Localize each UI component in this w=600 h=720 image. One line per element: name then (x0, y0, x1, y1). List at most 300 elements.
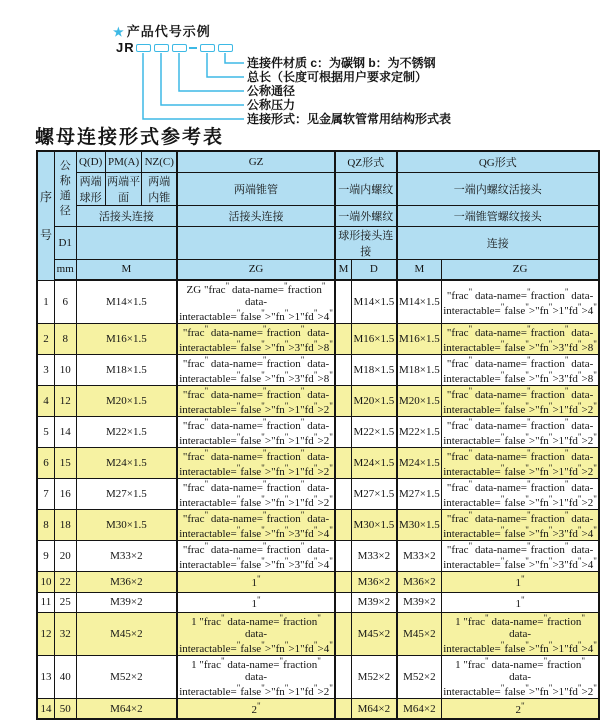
inch-mark: " (313, 556, 318, 566)
cell-seq: 14 (37, 699, 54, 720)
inch-mark: " (262, 541, 267, 551)
cell-dn: 50 (54, 699, 76, 720)
inch-mark: " (225, 281, 230, 291)
inch-mark: " (564, 417, 569, 427)
cell-m: M45×2 (76, 613, 177, 656)
cell-seq: 11 (37, 592, 54, 613)
inch-mark: " (300, 466, 305, 478)
cell-m: M27×1.5 (76, 479, 177, 510)
inch-mark: " (564, 355, 569, 365)
cell-qg-zg: "frac" data-name="fraction" data-interactable="false">"fn">1"fd">4" (442, 280, 599, 324)
inch-mark: " (525, 339, 529, 349)
cell-seq: 10 (37, 572, 54, 593)
inch-mark: " (564, 342, 569, 354)
cell-qz-d: M39×2 (352, 592, 397, 613)
header-form-qz: QZ形式 (335, 151, 397, 172)
inch-mark: " (279, 613, 284, 623)
inch-mark: " (577, 432, 582, 442)
inch-mark: " (593, 683, 597, 693)
header-mm: mm (54, 259, 76, 280)
cell-qz-m (335, 613, 352, 656)
inch-mark: " (446, 358, 452, 370)
diagram-title (113, 21, 211, 40)
inch-mark: " (271, 528, 276, 540)
inch-mark: " (317, 613, 321, 623)
table-row (37, 417, 599, 448)
inch-mark: " (485, 613, 489, 623)
inch-mark: " (284, 463, 289, 473)
inch-mark: " (593, 370, 597, 380)
cell-gz: 1" (177, 572, 335, 593)
inch-mark: " (577, 302, 582, 312)
inch-mark: " (256, 574, 261, 585)
inch-mark: " (521, 574, 525, 585)
inch-mark: " (300, 311, 305, 323)
cell-qg-m: M27×1.5 (397, 479, 442, 510)
inch-mark: " (526, 510, 531, 520)
cell-qz-m (335, 355, 352, 386)
cell-seq: 12 (37, 613, 54, 656)
inch-mark: " (329, 370, 333, 380)
cell-qz-d: M22×1.5 (352, 417, 397, 448)
inch-mark: " (593, 302, 597, 312)
legend-connection: 连接形式：见金属软管常用结构形式表 (247, 112, 452, 126)
inch-mark: " (446, 389, 452, 401)
cell-qz-d: M64×2 (352, 699, 397, 720)
header-form-qg: QG形式 (397, 151, 599, 172)
inch-mark: " (548, 463, 553, 473)
inch-mark: " (256, 594, 261, 605)
table-row (37, 613, 599, 656)
inch-mark: " (204, 417, 209, 427)
cell-qg-m: M64×2 (397, 699, 442, 720)
inch-mark: " (577, 640, 582, 650)
cell-qz-m (335, 541, 352, 572)
inch-mark: " (548, 683, 553, 693)
inch-mark: " (526, 287, 531, 297)
inch-mark: " (329, 401, 333, 411)
cell-seq: 4 (37, 386, 54, 417)
inch-mark: " (236, 683, 241, 693)
cell-qz-m (335, 448, 352, 479)
inch-mark: " (564, 510, 569, 520)
header-q-desc: 两端球形 (76, 172, 105, 205)
inch-mark: " (548, 494, 553, 504)
inch-mark: " (526, 324, 531, 334)
inch-mark: " (521, 701, 525, 711)
inch-mark: " (548, 556, 553, 566)
code-box-4 (200, 44, 215, 52)
inch-mark: " (446, 420, 452, 432)
inch-mark: " (548, 302, 553, 312)
cell-qz-m (335, 479, 352, 510)
inch-mark: " (300, 355, 305, 365)
inch-mark: " (271, 559, 276, 571)
inch-mark: " (284, 556, 289, 566)
inch-mark: " (446, 544, 452, 556)
cell-seq: 8 (37, 510, 54, 541)
table-row (37, 355, 599, 386)
inch-mark: " (261, 556, 265, 566)
inch-mark: " (313, 401, 318, 411)
header-pm-desc: 两端平面 (105, 172, 142, 205)
inch-mark: " (300, 479, 305, 489)
cell-qz-m (335, 510, 352, 541)
inch-mark: " (204, 510, 209, 520)
inch-mark: " (535, 643, 540, 655)
legend-material: 连接件材质 c：为碳钢 b：为不锈钢 (247, 56, 436, 70)
inch-mark: " (525, 370, 529, 380)
inch-mark: " (203, 284, 209, 296)
inch-mark: " (300, 373, 305, 385)
cell-qz-d: M14×1.5 (352, 280, 397, 324)
inch-mark: " (525, 556, 529, 566)
inch-mark: " (204, 479, 209, 489)
inch-mark: " (548, 432, 553, 442)
inch-mark: " (593, 432, 597, 442)
inch-mark: " (564, 373, 569, 385)
cell-qg-zg: "frac" data-name="fraction" data-interactable="false">"fn">1"fd">2" (442, 479, 599, 510)
inch-mark: " (271, 466, 276, 478)
inch-mark: " (313, 494, 318, 504)
inch-mark: " (577, 401, 582, 411)
inch-mark: " (236, 370, 241, 380)
inch-mark: " (262, 510, 267, 520)
inch-mark: " (564, 435, 569, 447)
inch-mark: " (577, 339, 582, 349)
cell-gz: "frac" data-name="fraction" data-interactable="false">"fn">1"fd">2" (179, 386, 333, 416)
inch-mark: " (300, 497, 305, 509)
inch-mark: " (329, 494, 333, 504)
cell-qg-zg: "frac" data-name="fraction" data-interactable="false">"fn">1"fd">2" (442, 386, 599, 417)
cell-qz-d: M24×1.5 (352, 448, 397, 479)
table-row (37, 448, 599, 479)
inch-mark: " (262, 355, 267, 365)
cell-m: M20×1.5 (76, 386, 177, 417)
inch-mark: " (500, 401, 505, 411)
cell-qz-d: M27×1.5 (352, 479, 397, 510)
inch-mark: " (535, 559, 540, 571)
inch-mark: " (564, 404, 569, 416)
inch-mark: " (261, 339, 265, 349)
inch-mark: " (300, 324, 305, 334)
inch-mark: " (468, 324, 473, 334)
inch-mark: " (446, 451, 452, 463)
inch-mark: " (284, 401, 289, 411)
inch-mark: " (321, 281, 326, 291)
cell-dn: 10 (54, 355, 76, 386)
cell-gz: ZG "frac" data-name="fraction" data-interactable="false">"fn">1"fd">4" (179, 281, 333, 323)
cell-qg-zg: 1" (442, 572, 599, 593)
cell-qg-m: M45×2 (397, 613, 442, 656)
inch-mark: " (262, 448, 267, 458)
inch-mark: " (526, 479, 531, 489)
header-nz-desc: 两端内锥 (142, 172, 177, 205)
cell-qg-zg: 1 "frac" data-name="fraction" data-interactable="false">"fn">1"fd">2" (442, 656, 599, 699)
inch-mark: " (564, 448, 569, 458)
cell-qg-zg: 1 "frac" data-name="fraction" data-interactable="false">"fn">1"fd">4" (442, 613, 599, 656)
inch-mark: " (577, 494, 582, 504)
inch-mark: " (593, 463, 597, 473)
cell-gz: "frac" data-name="fraction" data-interactable="false">"fn">1"fd">2" (179, 417, 333, 447)
cell-qz-m (335, 280, 352, 324)
inch-mark: " (548, 401, 553, 411)
legend-length: 总长（长度可根据用户要求定制） (247, 70, 428, 84)
inch-mark: " (525, 640, 529, 650)
inch-mark: " (313, 308, 318, 318)
inch-mark: " (284, 525, 289, 535)
inch-mark: " (577, 556, 582, 566)
inch-mark: " (500, 640, 505, 650)
inch-mark: " (329, 432, 333, 442)
table-row (37, 386, 599, 417)
inch-mark: " (284, 370, 289, 380)
inch-mark: " (284, 432, 289, 442)
diagram-title-text: 产品代号示例 (126, 24, 211, 39)
cell-seq: 1 (37, 280, 54, 324)
inch-mark: " (300, 342, 305, 354)
table-title: 螺母连接形式参考表 (35, 126, 225, 148)
inch-mark: " (262, 324, 267, 334)
cell-dn: 25 (54, 592, 76, 613)
inch-mark: " (577, 683, 582, 693)
inch-mark: " (500, 683, 505, 693)
inch-mark: " (220, 656, 225, 666)
cell-qg-zg: "frac" data-name="fraction" data-interactable="false">"fn">3"fd">8" (442, 324, 599, 355)
cell-qg-zg: "frac" data-name="fraction" data-interactable="false">"fn">3"fd">4" (442, 541, 599, 572)
inch-mark: " (548, 525, 553, 535)
cell-dn: 14 (54, 417, 76, 448)
inch-mark: " (535, 528, 540, 540)
cell-gz: "frac" data-name="fraction" data-interactable="false">"fn">3"fd">4" (179, 541, 333, 571)
inch-mark: " (500, 302, 505, 312)
inch-mark: " (564, 386, 569, 396)
inch-mark: " (468, 386, 473, 396)
inch-mark: " (526, 386, 531, 396)
inch-mark: " (577, 370, 582, 380)
inch-mark: " (468, 479, 473, 489)
header-form-pm: PM(A) (105, 151, 142, 172)
cell-gz: "frac" data-name="fraction" data-interactable="false">"fn">1"fd">2" (179, 479, 333, 509)
cell-qg-m: M20×1.5 (397, 386, 442, 417)
inch-mark: " (236, 525, 241, 535)
inch-mark: " (593, 339, 597, 349)
inch-mark: " (204, 541, 209, 551)
table-row (37, 510, 599, 541)
legend-diameter: 公称通径 (247, 84, 296, 98)
inch-mark: " (446, 327, 452, 339)
cell-dn: 12 (54, 386, 76, 417)
cell-seq: 2 (37, 324, 54, 355)
inch-mark: " (468, 541, 473, 551)
inch-mark: " (271, 686, 276, 698)
header-qz-m: M (335, 259, 352, 280)
inch-mark: " (468, 448, 473, 458)
inch-mark: " (500, 432, 505, 442)
cell-qg-m: M33×2 (397, 541, 442, 572)
inch-mark: " (279, 656, 284, 666)
inch-mark: " (525, 494, 529, 504)
code-box-5 (218, 44, 233, 52)
cell-m: M52×2 (76, 656, 177, 699)
header-gz-connection: 活接头连接 (177, 205, 335, 226)
inch-mark: " (261, 370, 265, 380)
inch-mark: " (446, 290, 452, 302)
inch-mark: " (593, 640, 597, 650)
legend-pressure: 公称压力 (247, 98, 296, 112)
code-box-2 (154, 44, 169, 52)
inch-mark: " (500, 339, 505, 349)
inch-mark: " (525, 525, 529, 535)
inch-mark: " (313, 683, 318, 693)
cell-m: M16×1.5 (76, 324, 177, 355)
cell-m: M64×2 (76, 699, 177, 720)
header-form-gz: GZ (177, 151, 335, 172)
cell-gz: 1 "frac" data-name="fraction" data-interactable="false">"fn">1"fd">2" (179, 656, 333, 698)
inch-mark: " (468, 287, 473, 297)
inch-mark: " (463, 616, 468, 628)
inch-mark: " (564, 305, 569, 317)
cell-m: M24×1.5 (76, 448, 177, 479)
inch-mark: " (199, 659, 204, 671)
inch-mark: " (262, 479, 267, 489)
header-seq: 序号 (37, 151, 54, 280)
inch-mark: " (535, 466, 540, 478)
inch-mark: " (329, 525, 333, 535)
cell-qg-zg: 1" (442, 592, 599, 613)
inch-mark: " (204, 355, 209, 365)
inch-mark: " (329, 683, 333, 693)
inch-mark: " (500, 494, 505, 504)
inch-mark: " (220, 613, 225, 623)
header-qg-desc2: 一端锥管螺纹接头 (397, 205, 599, 226)
inch-mark: " (313, 640, 318, 650)
cell-qg-m: M39×2 (397, 592, 442, 613)
inch-mark: " (317, 656, 321, 666)
inch-mark: " (261, 308, 265, 318)
inch-mark: " (236, 401, 241, 411)
inch-mark: " (182, 482, 188, 494)
inch-mark: " (300, 686, 305, 698)
cell-qz-d: M33×2 (352, 541, 397, 572)
cell-dn: 20 (54, 541, 76, 572)
inch-mark: " (564, 559, 569, 571)
inch-mark: " (581, 613, 586, 623)
cell-gz: "frac" data-name="fraction" data-interactable="false">"fn">1"fd">2" (179, 448, 333, 478)
inch-mark: " (463, 659, 468, 671)
header-d1: D1 (54, 226, 76, 259)
product-code-diagram (0, 0, 600, 135)
inch-mark: " (521, 594, 525, 605)
inch-mark: " (535, 435, 540, 447)
inch-mark: " (564, 466, 569, 478)
inch-mark: " (271, 342, 276, 354)
header-dn: 公称通径 (54, 151, 76, 226)
inch-mark: " (261, 494, 265, 504)
cell-qg-m: M16×1.5 (397, 324, 442, 355)
cell-seq: 13 (37, 656, 54, 699)
inch-mark: " (593, 556, 597, 566)
cell-dn: 8 (54, 324, 76, 355)
inch-mark: " (261, 432, 265, 442)
inch-mark: " (329, 308, 333, 318)
cell-qg-m: M24×1.5 (397, 448, 442, 479)
inch-mark: " (526, 448, 531, 458)
cell-seq: 5 (37, 417, 54, 448)
inch-mark: " (300, 448, 305, 458)
cell-qz-d: M36×2 (352, 572, 397, 593)
nut-connection-table (36, 150, 600, 720)
table-row (37, 280, 599, 324)
cell-qz-d: M20×1.5 (352, 386, 397, 417)
inch-mark: " (236, 556, 241, 566)
cell-gz: "frac" data-name="fraction" data-interactable="false">"fn">3"fd">8" (179, 324, 333, 354)
cell-m: M36×2 (76, 572, 177, 593)
header-qz-desc1: 一端内螺纹 (335, 172, 397, 205)
cell-qg-zg: "frac" data-name="fraction" data-interactable="false">"fn">3"fd">8" (442, 355, 599, 386)
cell-qg-zg: "frac" data-name="fraction" data-interactable="false">"fn">1"fd">2" (442, 417, 599, 448)
inch-mark: " (329, 640, 333, 650)
inch-mark: " (535, 342, 540, 354)
cell-qg-m: M30×1.5 (397, 510, 442, 541)
inch-mark: " (300, 386, 305, 396)
inch-mark: " (236, 640, 241, 650)
inch-mark: " (468, 510, 473, 520)
header-empty-gz (177, 226, 335, 259)
inch-mark: " (577, 525, 582, 535)
cell-dn: 40 (54, 656, 76, 699)
cell-seq: 7 (37, 479, 54, 510)
inch-mark: " (300, 541, 305, 551)
inch-mark: " (581, 656, 586, 666)
inch-mark: " (284, 339, 289, 349)
inch-mark: " (236, 432, 241, 442)
star-icon: ★ (113, 25, 125, 39)
inch-mark: " (564, 686, 569, 698)
cell-qg-m: M18×1.5 (397, 355, 442, 386)
inch-mark: " (300, 404, 305, 416)
inch-mark: " (564, 643, 569, 655)
inch-mark: " (535, 497, 540, 509)
inch-mark: " (548, 370, 553, 380)
header-qg-m: M (397, 259, 442, 280)
inch-mark: " (271, 435, 276, 447)
cell-qg-m: M14×1.5 (397, 280, 442, 324)
cell-qg-zg: 2" (442, 699, 599, 720)
cell-dn: 18 (54, 510, 76, 541)
code-box-3 (172, 44, 187, 52)
inch-mark: " (182, 544, 188, 556)
header-form-nz: NZ(C) (142, 151, 177, 172)
inch-mark: " (526, 541, 531, 551)
cell-seq: 9 (37, 541, 54, 572)
table-body (37, 280, 599, 719)
cell-qz-m (335, 386, 352, 417)
cell-m: M14×1.5 (76, 280, 177, 324)
inch-mark: " (182, 451, 188, 463)
cell-gz: 2" (177, 699, 335, 720)
inch-mark: " (313, 525, 318, 535)
header-union-connection: 活接头连接 (76, 205, 177, 226)
cell-dn: 16 (54, 479, 76, 510)
inch-mark: " (543, 613, 548, 623)
cell-m: M30×1.5 (76, 510, 177, 541)
table-row (37, 541, 599, 572)
header-qz-desc2: 一端外螺纹 (335, 205, 397, 226)
table-row (37, 572, 599, 593)
inch-mark: " (329, 463, 333, 473)
inch-mark: " (261, 683, 265, 693)
